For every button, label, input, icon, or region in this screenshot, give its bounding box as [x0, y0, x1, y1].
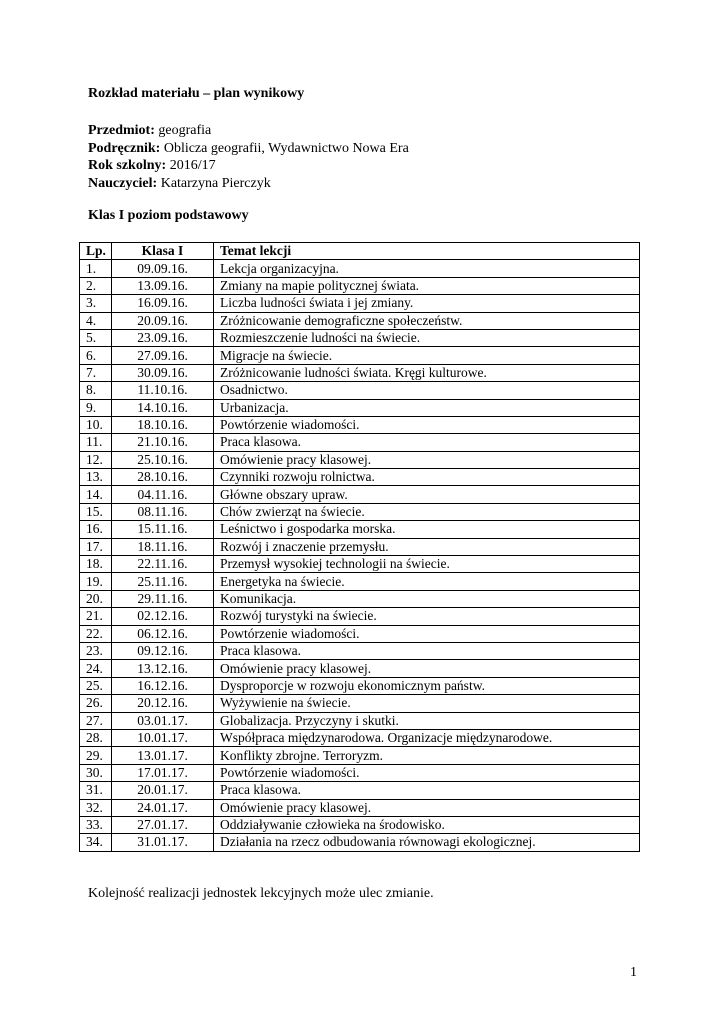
row-number: 11.	[80, 434, 112, 451]
row-topic: Leśnictwo i gospodarka morska.	[214, 521, 640, 538]
table-row	[80, 556, 640, 573]
row-date: 18.10.16.	[112, 416, 214, 433]
row-date: 10.01.17.	[112, 729, 214, 746]
row-date: 02.12.16.	[112, 608, 214, 625]
table-row	[80, 747, 640, 764]
row-topic: Czynniki rozwoju rolnictwa.	[214, 469, 640, 486]
table-row	[80, 729, 640, 746]
row-date: 28.10.16.	[112, 469, 214, 486]
table-row	[80, 295, 640, 312]
table-row	[80, 451, 640, 468]
row-number: 27.	[80, 712, 112, 729]
row-number: 2.	[80, 277, 112, 294]
table-body	[80, 260, 640, 851]
row-date: 20.01.17.	[112, 782, 214, 799]
row-topic: Zmiany na mapie politycznej świata.	[214, 277, 640, 294]
textbook-line	[88, 140, 409, 158]
table-row	[80, 625, 640, 642]
row-number: 6.	[80, 347, 112, 364]
table-row	[80, 312, 640, 329]
row-number: 7.	[80, 364, 112, 381]
row-number: 15.	[80, 503, 112, 520]
row-topic: Osadnictwo.	[214, 382, 640, 399]
row-date: 15.11.16.	[112, 521, 214, 538]
row-topic: Rozwój turystyki na świecie.	[214, 608, 640, 625]
table-row	[80, 521, 640, 538]
school-year-line	[88, 157, 409, 175]
table-row	[80, 329, 640, 346]
row-number: 16.	[80, 521, 112, 538]
row-topic: Energetyka na świecie.	[214, 573, 640, 590]
row-number: 30.	[80, 764, 112, 781]
row-date: 09.12.16.	[112, 642, 214, 659]
row-number: 31.	[80, 782, 112, 799]
page-number: 1	[630, 965, 637, 980]
row-number: 17.	[80, 538, 112, 555]
row-number: 18.	[80, 556, 112, 573]
table-row	[80, 590, 640, 607]
row-topic: Urbanizacja.	[214, 399, 640, 416]
table-row	[80, 799, 640, 816]
row-number: 3.	[80, 295, 112, 312]
row-date: 17.01.17.	[112, 764, 214, 781]
table-row	[80, 677, 640, 694]
row-topic: Zróżnicowanie demograficzne społeczeństw.	[214, 312, 640, 329]
subject-label: Przedmiot:	[88, 123, 155, 138]
lesson-schedule-table	[79, 242, 640, 852]
row-date: 06.12.16.	[112, 625, 214, 642]
row-number: 32.	[80, 799, 112, 816]
table-row	[80, 382, 640, 399]
table-row	[80, 416, 640, 433]
row-number: 14.	[80, 486, 112, 503]
table-row	[80, 469, 640, 486]
row-date: 29.11.16.	[112, 590, 214, 607]
school-year-label: Rok szkolny:	[88, 158, 167, 173]
row-date: 14.10.16.	[112, 399, 214, 416]
table-row	[80, 642, 640, 659]
row-number: 1.	[80, 260, 112, 277]
table-row	[80, 834, 640, 851]
row-date: 09.09.16.	[112, 260, 214, 277]
row-number: 4.	[80, 312, 112, 329]
header-topic: Temat lekcji	[214, 243, 640, 260]
table-row	[80, 399, 640, 416]
row-number: 28.	[80, 729, 112, 746]
header-class: Klasa I	[112, 243, 214, 260]
row-number: 33.	[80, 816, 112, 833]
row-date: 04.11.16.	[112, 486, 214, 503]
row-topic: Dysproporcje w rozwoju ekonomicznym państw.	[214, 677, 640, 694]
row-date: 25.10.16.	[112, 451, 214, 468]
teacher-value: Katarzyna Pierczyk	[157, 175, 271, 191]
row-topic: Powtórzenie wiadomości.	[214, 416, 640, 433]
subject-value: geografia	[154, 123, 212, 138]
table-row	[80, 712, 640, 729]
row-number: 9.	[80, 399, 112, 416]
table-row	[80, 764, 640, 781]
row-topic: Współpraca międzynarodowa. Organizacje międzynarodowe.	[214, 729, 640, 746]
row-topic: Konflikty zbrojne. Terroryzm.	[214, 747, 640, 764]
subject-line	[88, 122, 409, 140]
school-year-value: 2016/17	[166, 158, 216, 173]
row-topic: Działania na rzecz odbudowania równowagi ekologicznej.	[214, 834, 640, 851]
row-number: 23.	[80, 642, 112, 659]
table-row	[80, 573, 640, 590]
row-topic: Komunikacja.	[214, 590, 640, 607]
row-topic: Wyżywienie na świecie.	[214, 695, 640, 712]
row-date: 30.09.16.	[112, 364, 214, 381]
row-topic: Omówienie pracy klasowej.	[214, 660, 640, 677]
teacher-label: Nauczyciel:	[88, 175, 158, 191]
table-row	[80, 364, 640, 381]
row-topic: Praca klasowa.	[214, 434, 640, 451]
row-topic: Omówienie pracy klasowej.	[214, 799, 640, 816]
row-number: 5.	[80, 329, 112, 346]
row-date: 11.10.16.	[112, 382, 214, 399]
table-row	[80, 538, 640, 555]
row-number: 22.	[80, 625, 112, 642]
row-topic: Powtórzenie wiadomości.	[214, 625, 640, 642]
row-topic: Zróżnicowanie ludności świata. Kręgi kulturowe.	[214, 364, 640, 381]
table-row	[80, 347, 640, 364]
row-date: 08.11.16.	[112, 503, 214, 520]
row-number: 26.	[80, 695, 112, 712]
row-topic: Rozmieszczenie ludności na świecie.	[214, 329, 640, 346]
row-topic: Rozwój i znaczenie przemysłu.	[214, 538, 640, 555]
row-number: 34.	[80, 834, 112, 851]
row-date: 03.01.17.	[112, 712, 214, 729]
row-topic: Oddziaływanie człowieka na środowisko.	[214, 816, 640, 833]
row-topic: Liczba ludności świata i jej zmiany.	[214, 295, 640, 312]
class-level-heading: Klas I poziom podstawowy	[88, 208, 249, 223]
row-topic: Praca klasowa.	[214, 642, 640, 659]
row-date: 23.09.16.	[112, 329, 214, 346]
textbook-label: Podręcznik:	[88, 140, 161, 156]
row-number: 21.	[80, 608, 112, 625]
row-number: 25.	[80, 677, 112, 694]
row-date: 27.09.16.	[112, 347, 214, 364]
table-row	[80, 260, 640, 277]
row-date: 22.11.16.	[112, 556, 214, 573]
teacher-line	[88, 175, 409, 193]
table-header-row	[80, 243, 640, 260]
row-number: 12.	[80, 451, 112, 468]
row-topic: Powtórzenie wiadomości.	[214, 764, 640, 781]
row-number: 8.	[80, 382, 112, 399]
row-date: 13.09.16.	[112, 277, 214, 294]
row-date: 18.11.16.	[112, 538, 214, 555]
row-topic: Przemysł wysokiej technologii na świecie.	[214, 556, 640, 573]
header-lp: Lp.	[80, 243, 112, 260]
table-row	[80, 695, 640, 712]
table-row	[80, 486, 640, 503]
row-date: 16.12.16.	[112, 677, 214, 694]
row-date: 27.01.17.	[112, 816, 214, 833]
row-date: 24.01.17.	[112, 799, 214, 816]
row-topic: Migracje na świecie.	[214, 347, 640, 364]
footnote: Kolejność realizacji jednostek lekcyjnych może ulec zmianie.	[88, 886, 434, 901]
table-row	[80, 277, 640, 294]
row-date: 16.09.16.	[112, 295, 214, 312]
row-number: 13.	[80, 469, 112, 486]
row-number: 19.	[80, 573, 112, 590]
row-date: 13.01.17.	[112, 747, 214, 764]
table-row	[80, 660, 640, 677]
row-topic: Lekcja organizacyjna.	[214, 260, 640, 277]
row-topic: Chów zwierząt na świecie.	[214, 503, 640, 520]
row-date: 31.01.17.	[112, 834, 214, 851]
document-meta	[88, 122, 409, 192]
table-row	[80, 434, 640, 451]
table-row	[80, 816, 640, 833]
table-row	[80, 608, 640, 625]
textbook-value: Oblicza geografii, Wydawnictwo Nowa Era	[160, 140, 409, 156]
row-date: 21.10.16.	[112, 434, 214, 451]
row-number: 10.	[80, 416, 112, 433]
document-title: Rozkład materiału – plan wynikowy	[88, 86, 305, 101]
row-topic: Główne obszary upraw.	[214, 486, 640, 503]
row-date: 13.12.16.	[112, 660, 214, 677]
row-number: 29.	[80, 747, 112, 764]
table-row	[80, 782, 640, 799]
row-topic: Omówienie pracy klasowej.	[214, 451, 640, 468]
row-number: 20.	[80, 590, 112, 607]
row-number: 24.	[80, 660, 112, 677]
row-date: 25.11.16.	[112, 573, 214, 590]
row-topic: Globalizacja. Przyczyny i skutki.	[214, 712, 640, 729]
table-row	[80, 503, 640, 520]
row-date: 20.12.16.	[112, 695, 214, 712]
row-date: 20.09.16.	[112, 312, 214, 329]
row-topic: Praca klasowa.	[214, 782, 640, 799]
